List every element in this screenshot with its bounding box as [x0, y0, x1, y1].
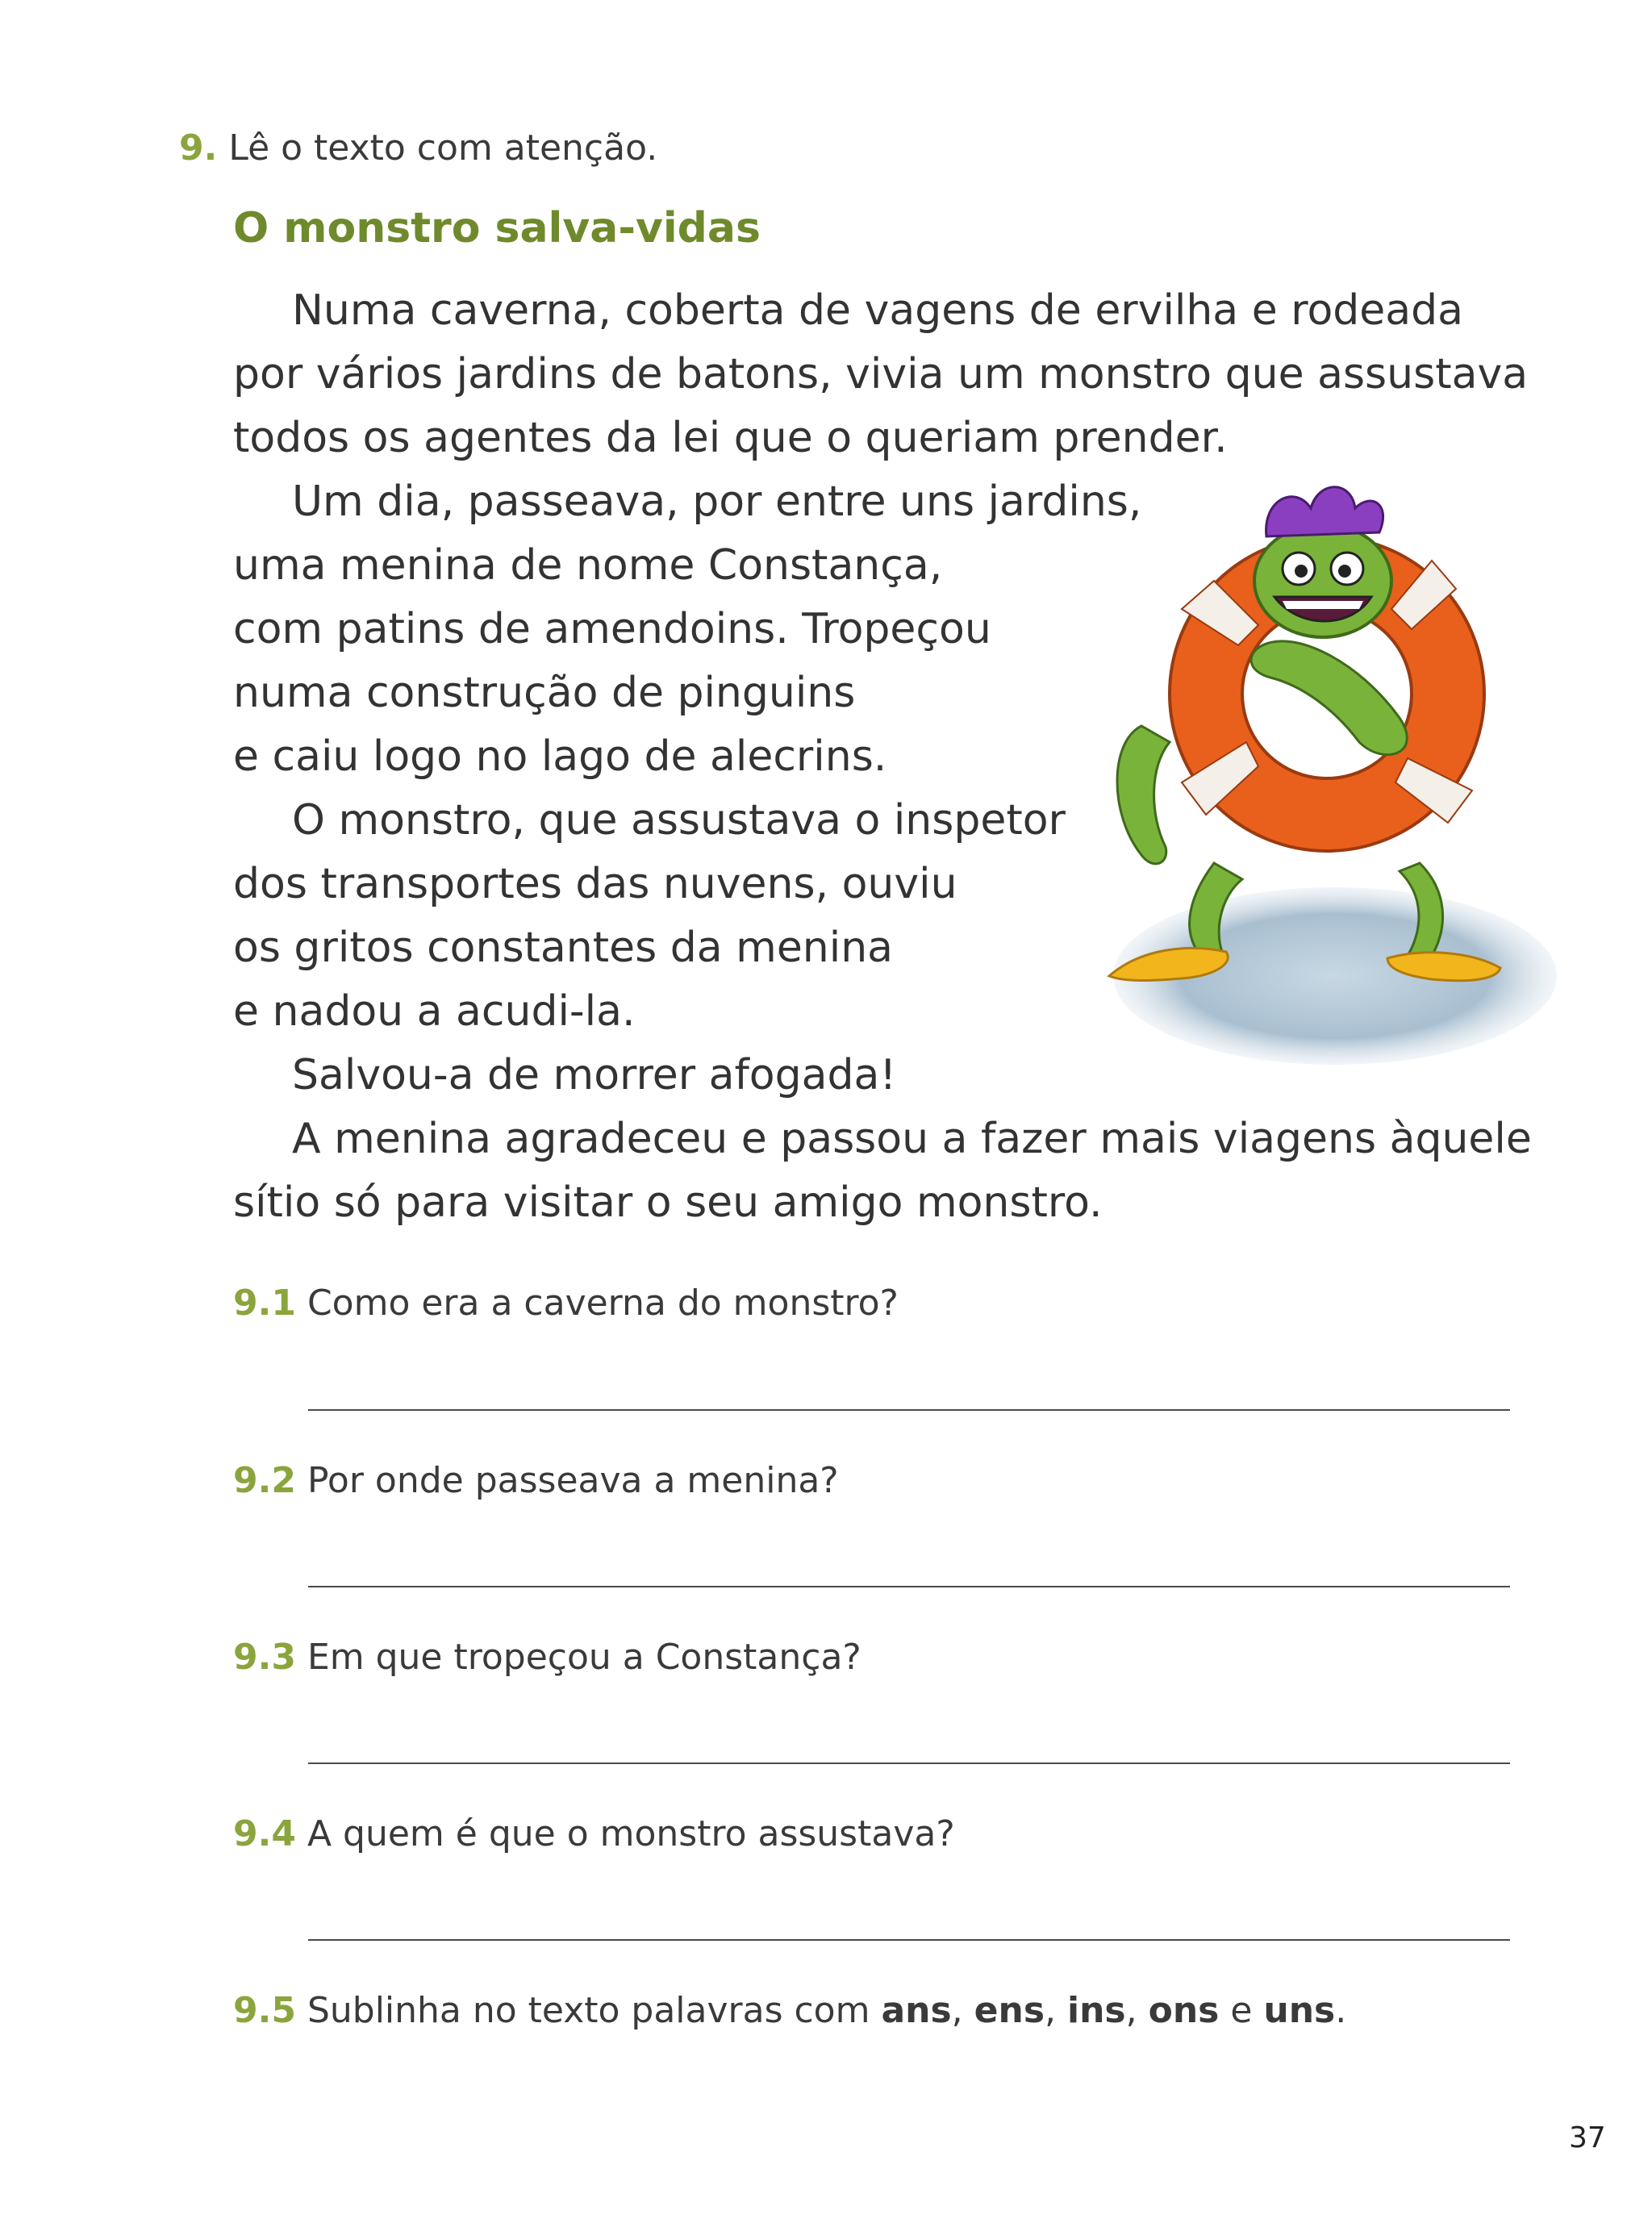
monster-with-lifebuoy-illustration [1093, 476, 1561, 1073]
answer-line[interactable] [308, 1939, 1510, 1941]
question-number: 9.2 [233, 1460, 296, 1501]
keyword: ans [881, 1990, 952, 2031]
question-text: A quem é que o monstro assustava? [307, 1813, 955, 1854]
exercise-number: 9. [179, 127, 218, 169]
keyword: ens [974, 1990, 1045, 2031]
exercise-instruction [179, 127, 657, 169]
answer-line[interactable] [308, 1762, 1510, 1764]
separator: , [951, 1990, 974, 2031]
story-line: todos os agentes da lei que o queriam prender. [233, 414, 1228, 462]
story-line: por vários jardins de batons, vivia um monstro que assustava [233, 350, 1529, 398]
story-line: e nadou a acudi-la. [233, 987, 636, 1036]
story-line: dos transportes das nuvens, ouviu [233, 860, 957, 908]
question-text: Por onde passeava a menina? [307, 1460, 839, 1501]
page-number: 37 [1569, 2121, 1606, 2155]
story-line: Numa caverna, coberta de vagens de ervilha e rodeada [292, 286, 1464, 335]
separator: , [1125, 1990, 1149, 2031]
story-line: uma menina de nome Constança, [233, 541, 943, 590]
story-line: os gritos constantes da menina [233, 924, 894, 972]
answer-line[interactable] [308, 1586, 1510, 1587]
question-9-3 [233, 1637, 861, 1678]
question-number: 9.4 [233, 1813, 296, 1854]
keyword: ins [1067, 1990, 1126, 2031]
answer-line[interactable] [308, 1409, 1510, 1411]
question-text: Como era a caverna do monstro? [307, 1283, 899, 1324]
story-line: com patins de amendoins. Tropeçou [233, 605, 991, 653]
story-line: numa construção de pinguins [233, 669, 856, 717]
story-line: e caiu logo no lago de alecrins. [233, 732, 887, 781]
question-9-4 [233, 1813, 955, 1854]
question-9-1 [233, 1283, 899, 1324]
story-title: O monstro salva-vidas [233, 204, 761, 252]
question-text: Sublinha no texto palavras com [307, 1990, 882, 2031]
story-line: O monstro, que assustava o inspetor [292, 796, 1066, 845]
keyword: ons [1148, 1990, 1220, 2031]
question-number: 9.5 [233, 1990, 296, 2031]
separator: e [1219, 1990, 1264, 2031]
separator: . [1335, 1990, 1347, 2031]
story-line: A menina agradeceu e passou a fazer mais viagens àquele [292, 1115, 1532, 1163]
question-text: Em que tropeçou a Constança? [307, 1637, 861, 1678]
question-9-5 [233, 1990, 1346, 2031]
question-9-2 [233, 1460, 839, 1501]
keyword: uns [1263, 1990, 1336, 2031]
story-line: Salvou-a de morrer afogada! [292, 1051, 897, 1099]
story-line: sítio só para visitar o seu amigo monstro. [233, 1178, 1103, 1227]
story-line: Um dia, passeava, por entre uns jardins, [292, 478, 1142, 526]
question-number: 9.1 [233, 1283, 296, 1324]
separator: , [1045, 1990, 1067, 2031]
instruction-text: Lê o texto com atenção. [228, 127, 658, 169]
question-number: 9.3 [233, 1637, 296, 1678]
monster-hair [1266, 487, 1383, 536]
